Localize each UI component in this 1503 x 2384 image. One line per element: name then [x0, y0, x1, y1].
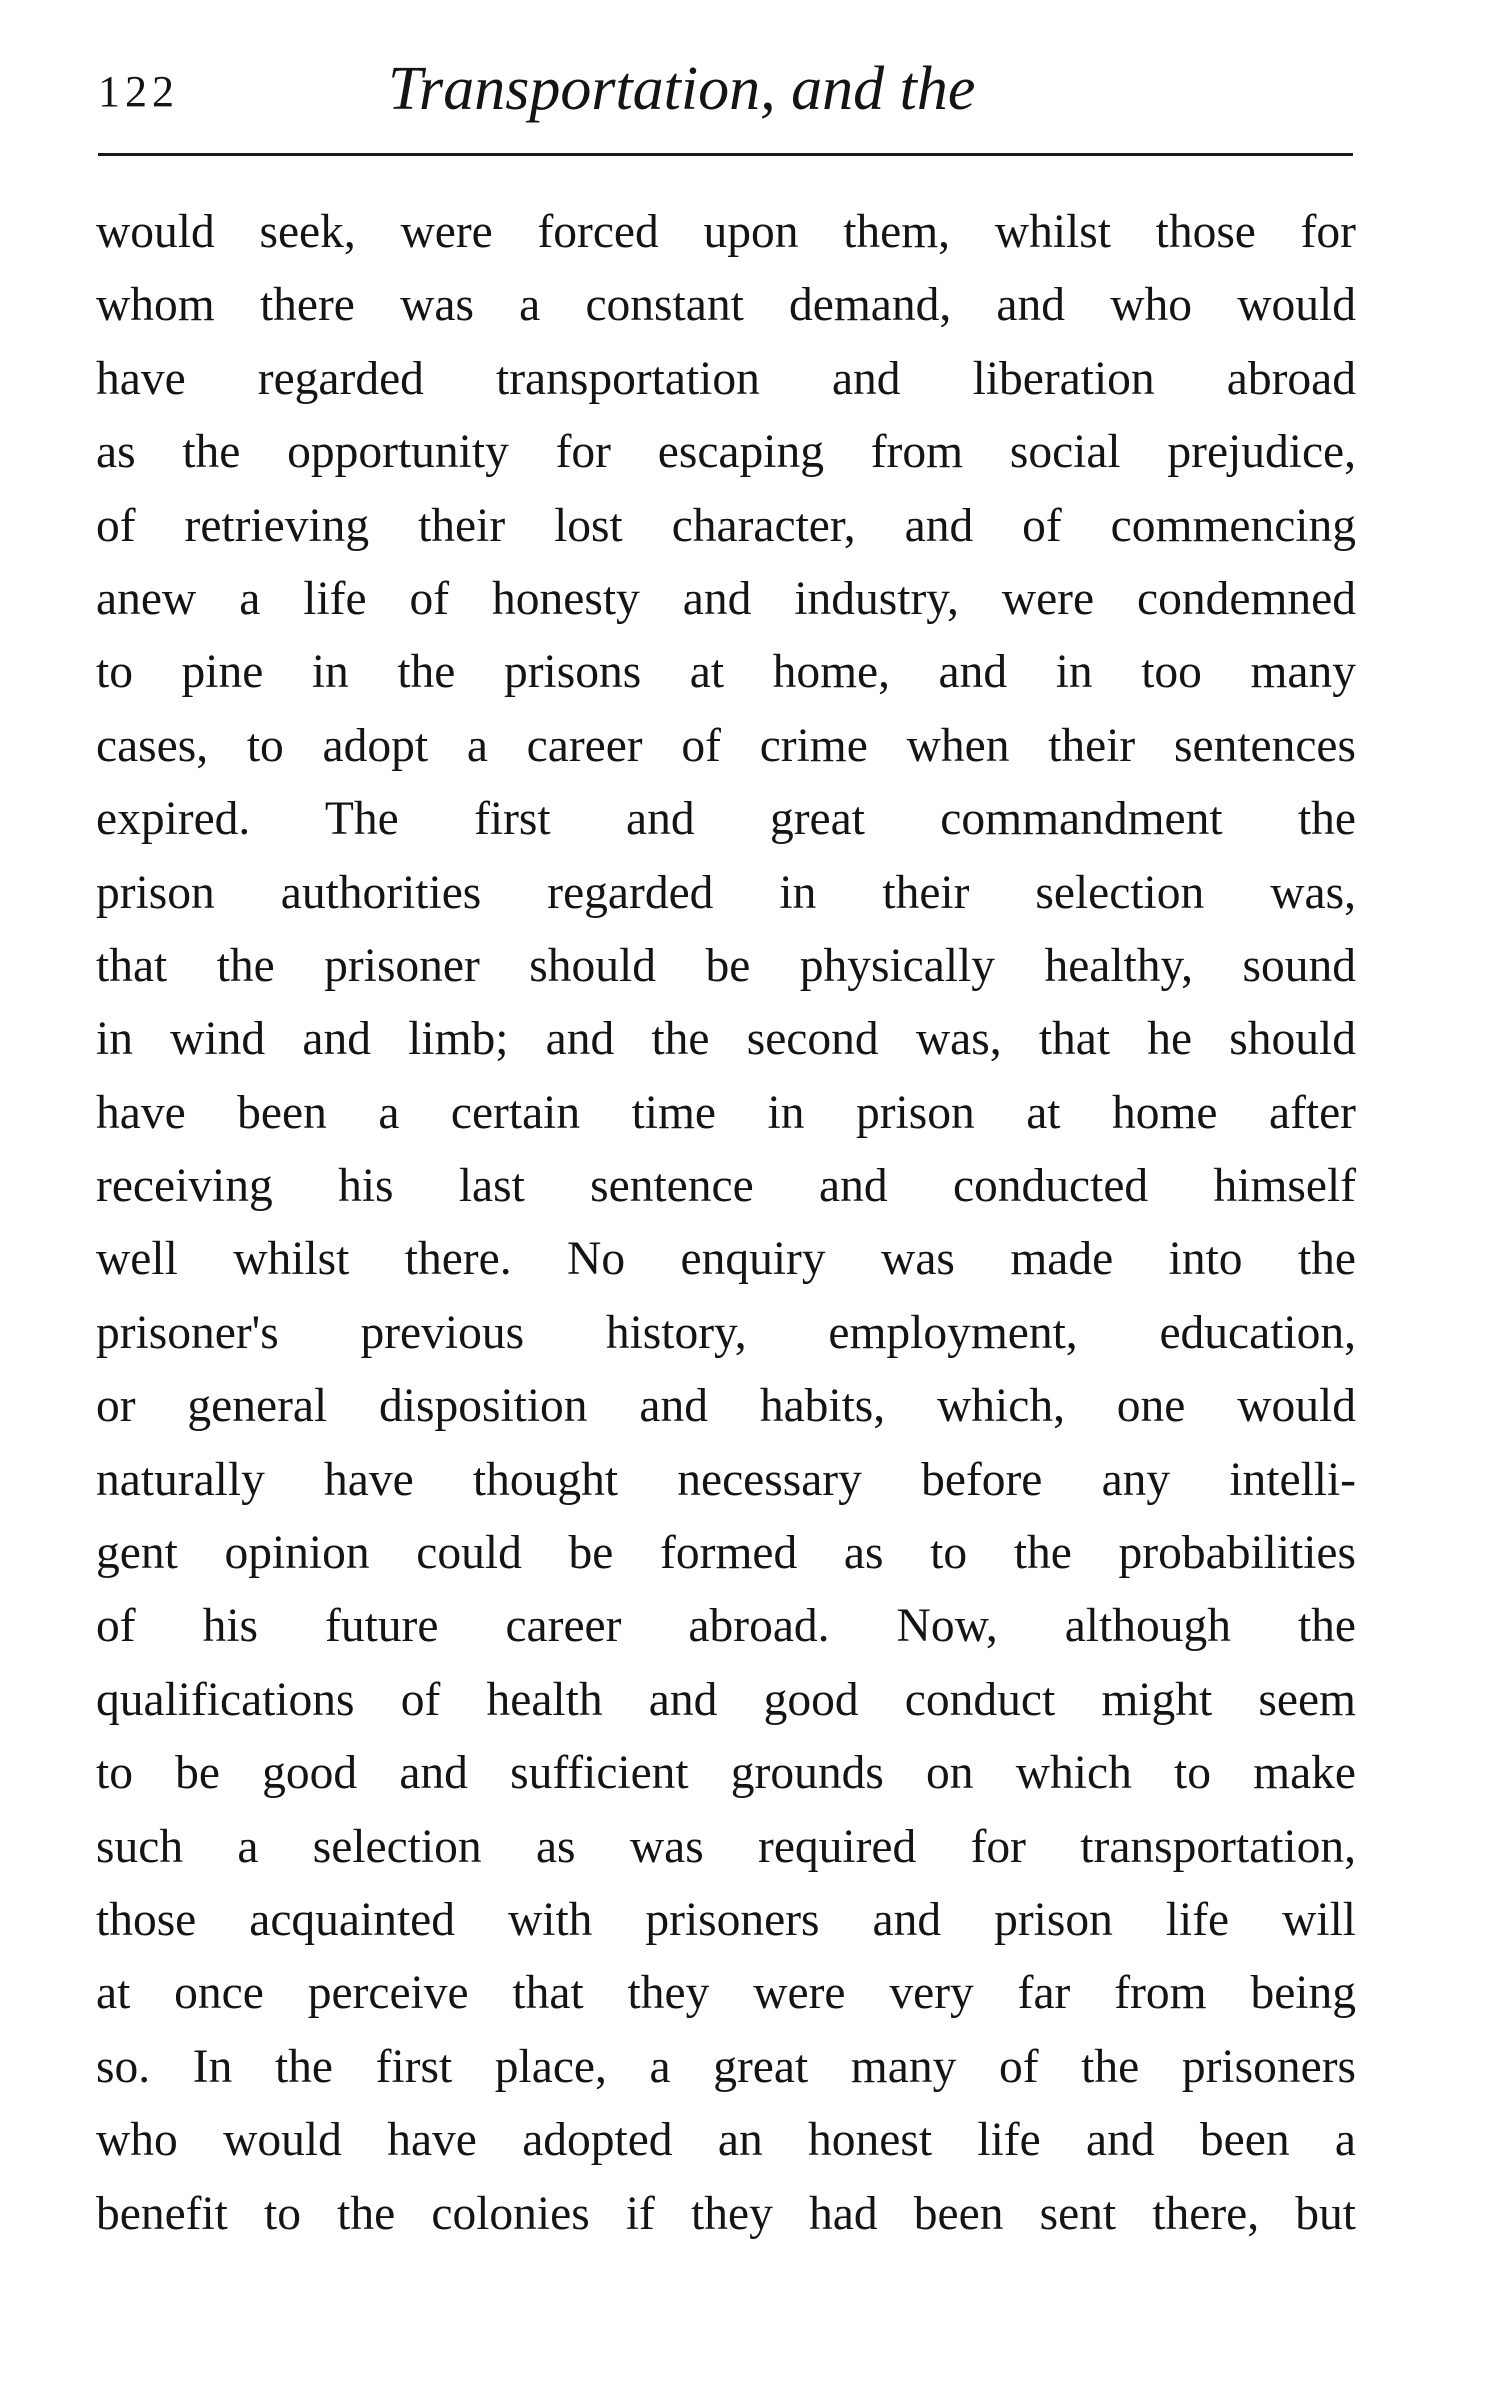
- page-number: 122: [98, 67, 179, 116]
- text-line: have regarded transportation and liberation abroad: [96, 352, 1356, 405]
- text-line: so. In the first place, a great many of the prisoners: [96, 2040, 1356, 2093]
- text-line: as the opportunity for escaping from social prejudice,: [96, 426, 1356, 479]
- text-line: naturally have thought necessary before any intelli-: [96, 1453, 1356, 1506]
- text-line: who would have adopted an honest life and been a: [96, 2114, 1356, 2167]
- text-line: gent opinion could be formed as to the probabilities: [96, 1527, 1356, 1580]
- text-line: those acquainted with prisoners and prison life will: [96, 1893, 1356, 1946]
- text-line: of retrieving their lost character, and of commencing: [96, 499, 1356, 552]
- text-line: prison authorities regarded in their selection was,: [96, 866, 1356, 919]
- text-line: receiving his last sentence and conducted himself: [96, 1160, 1356, 1213]
- text-line: whom there was a constant demand, and who would: [96, 279, 1356, 332]
- running-title: Transportation, and the: [388, 55, 976, 123]
- text-line: have been a certain time in prison at home after: [96, 1086, 1356, 1139]
- text-line: cases, to adopt a career of crime when their sentences: [96, 719, 1356, 772]
- text-line: such a selection as was required for transportation,: [96, 1820, 1356, 1873]
- text-line: benefit to the colonies if they had been sent there, but: [96, 2187, 1356, 2240]
- text-line: to pine in the prisons at home, and in too many: [96, 646, 1356, 699]
- text-line: expired. The first and great commandment the: [96, 793, 1356, 846]
- text-line: in wind and limb; and the second was, that he should: [96, 1013, 1356, 1066]
- text-line: would seek, were forced upon them, whilst those for: [96, 206, 1356, 258]
- text-line: of his future career abroad. Now, although the: [96, 1600, 1356, 1653]
- text-line: at once perceive that they were very far from being: [96, 1967, 1356, 2020]
- text-line: to be good and sufficient grounds on which to make: [96, 1747, 1356, 1800]
- text-line: qualifications of health and good conduct might seem: [96, 1673, 1356, 1726]
- text-line: that the prisoner should be physically healthy, sound: [96, 939, 1356, 992]
- text-line: or general disposition and habits, which, one would: [96, 1380, 1356, 1433]
- text-line: prisoner's previous history, employment, education,: [96, 1306, 1356, 1359]
- header-rule: [98, 153, 1353, 156]
- text-line: well whilst there. No enquiry was made into the: [96, 1233, 1356, 1286]
- text-line: anew a life of honesty and industry, were condemned: [96, 572, 1356, 625]
- body-text: [96, 196, 1356, 2251]
